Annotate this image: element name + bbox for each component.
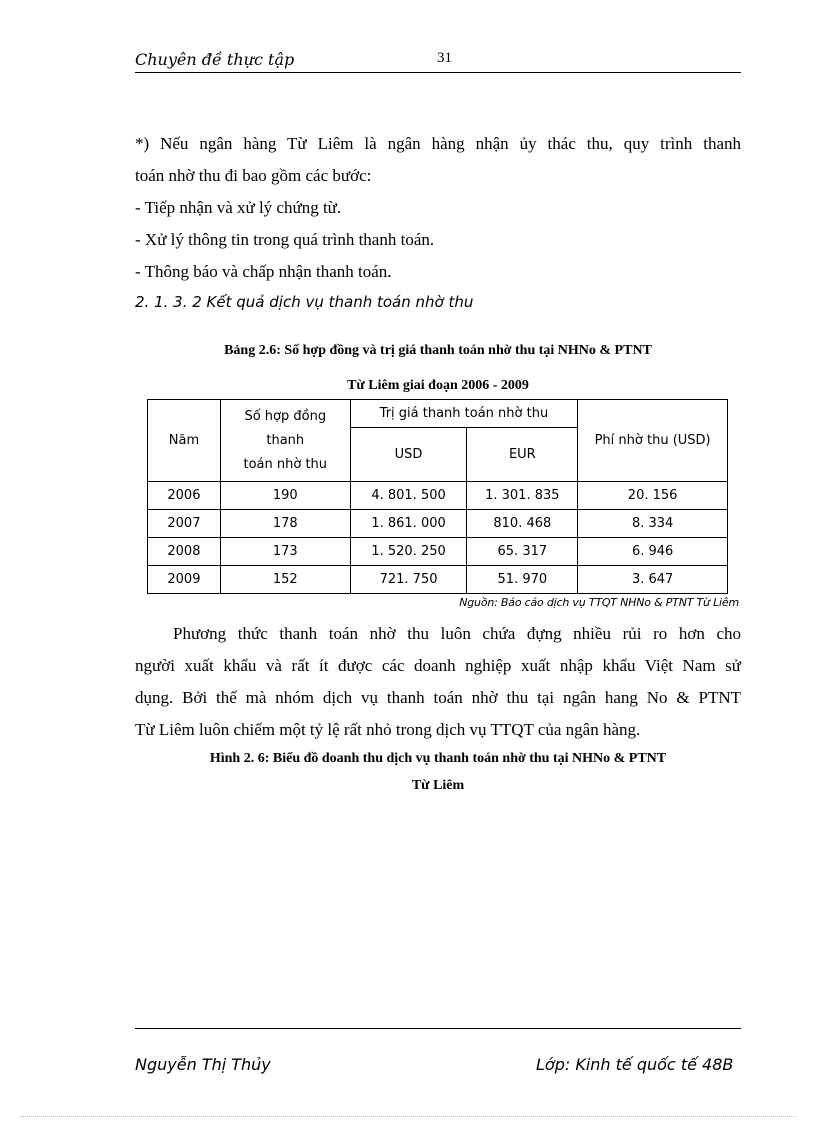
cell-eur: 51. 970: [467, 566, 578, 594]
header-contracts-line: Số hợp đồng: [244, 408, 327, 424]
list-item: - Tiếp nhận và xử lý chứng từ.: [135, 198, 342, 217]
text-line: Phương thức thanh toán nhờ thu luôn chứa đựng nhiều rủi ro hơn cho: [173, 624, 741, 643]
figure-caption-line-2: Từ Liêm: [411, 778, 465, 793]
section-subheading: 2. 1. 3. 2 Kết quả dịch vụ thanh toán nhờ thu: [135, 293, 474, 311]
cell-usd: 4. 801. 500: [350, 482, 467, 510]
table-row: [148, 482, 728, 510]
text-line: dụng. Bởi thế mà nhóm dịch vụ thanh toán nhờ thu tại ngân hang No & PTNT: [135, 688, 741, 707]
cell-year: 2008: [148, 538, 221, 566]
footer-author: Nguyễn Thị Thủy: [135, 1055, 271, 1074]
header-value-group: Trị giá thanh toán nhờ thu: [350, 400, 578, 428]
cell-usd: 1. 520. 250: [350, 538, 467, 566]
page-edge-divider: [20, 1116, 796, 1117]
cell-fee: 20. 156: [578, 482, 728, 510]
cell-eur: 65. 317: [467, 538, 578, 566]
page-number: 31: [437, 50, 452, 66]
cell-year: 2007: [148, 510, 221, 538]
table-caption-line-2: Từ Liêm giai đoạn 2006 - 2009: [347, 378, 529, 393]
figure-caption-line-1: Hình 2. 6: Biểu đồ doanh thu dịch vụ thanh toán nhờ thu tại NHNo & PTNT: [209, 751, 667, 766]
header-fee: Phí nhờ thu (USD): [578, 400, 728, 482]
cell-contracts: 178: [220, 510, 350, 538]
header-usd: USD: [350, 428, 467, 482]
cell-usd: 1. 861. 000: [350, 510, 467, 538]
cell-year: 2006: [148, 482, 221, 510]
list-item: - Thông báo và chấp nhận thanh toán.: [135, 262, 392, 281]
table-row: [148, 538, 728, 566]
header-contracts-line: thanh: [266, 432, 305, 448]
footer-class: Lớp: Kinh tế quốc tế 48B: [536, 1055, 734, 1074]
cell-fee: 8. 334: [578, 510, 728, 538]
table-row: [148, 510, 728, 538]
table-caption-line-1: Bảng 2.6: Số hợp đồng và trị giá thanh toán nhờ thu tại NHNo & PTNT: [224, 343, 652, 358]
table-row: [148, 566, 728, 594]
intro-paragraph: [135, 128, 741, 288]
cell-eur: 810. 468: [467, 510, 578, 538]
text-line: Từ Liêm luôn chiếm một tỷ lệ rất nhỏ trong dịch vụ TTQT của ngân hàng.: [135, 720, 641, 739]
analysis-paragraph: [135, 618, 741, 746]
cell-contracts: 190: [220, 482, 350, 510]
cell-fee: 3. 647: [578, 566, 728, 594]
header-contracts-line: toán nhờ thu: [243, 456, 328, 472]
header-title: Chuyên đề thực tập: [135, 50, 295, 69]
text-line: toán nhờ thu đi bao gồm các bước:: [135, 166, 372, 185]
header-contracts: [220, 400, 350, 482]
page-header: [135, 50, 741, 73]
cell-contracts: 173: [220, 538, 350, 566]
cell-contracts: 152: [220, 566, 350, 594]
footer-rule: [135, 1028, 741, 1029]
source-note: Nguồn: Báo cáo dịch vụ TTQT NHNo & PTNT Từ Liêm: [459, 596, 739, 609]
text-line: người xuất khẩu và rất ít được các doanh nghiệp xuất nhập khẩu Việt Nam sử: [135, 656, 741, 675]
collection-table: [147, 399, 728, 594]
cell-eur: 1. 301. 835: [467, 482, 578, 510]
header-year: Năm: [148, 400, 221, 482]
text-line: *) Nếu ngân hàng Từ Liêm là ngân hàng nhận ủy thác thu, quy trình thanh: [135, 134, 741, 153]
list-item: - Xử lý thông tin trong quá trình thanh toán.: [135, 230, 435, 249]
cell-usd: 721. 750: [350, 566, 467, 594]
header-eur: EUR: [467, 428, 578, 482]
cell-year: 2009: [148, 566, 221, 594]
cell-fee: 6. 946: [578, 538, 728, 566]
